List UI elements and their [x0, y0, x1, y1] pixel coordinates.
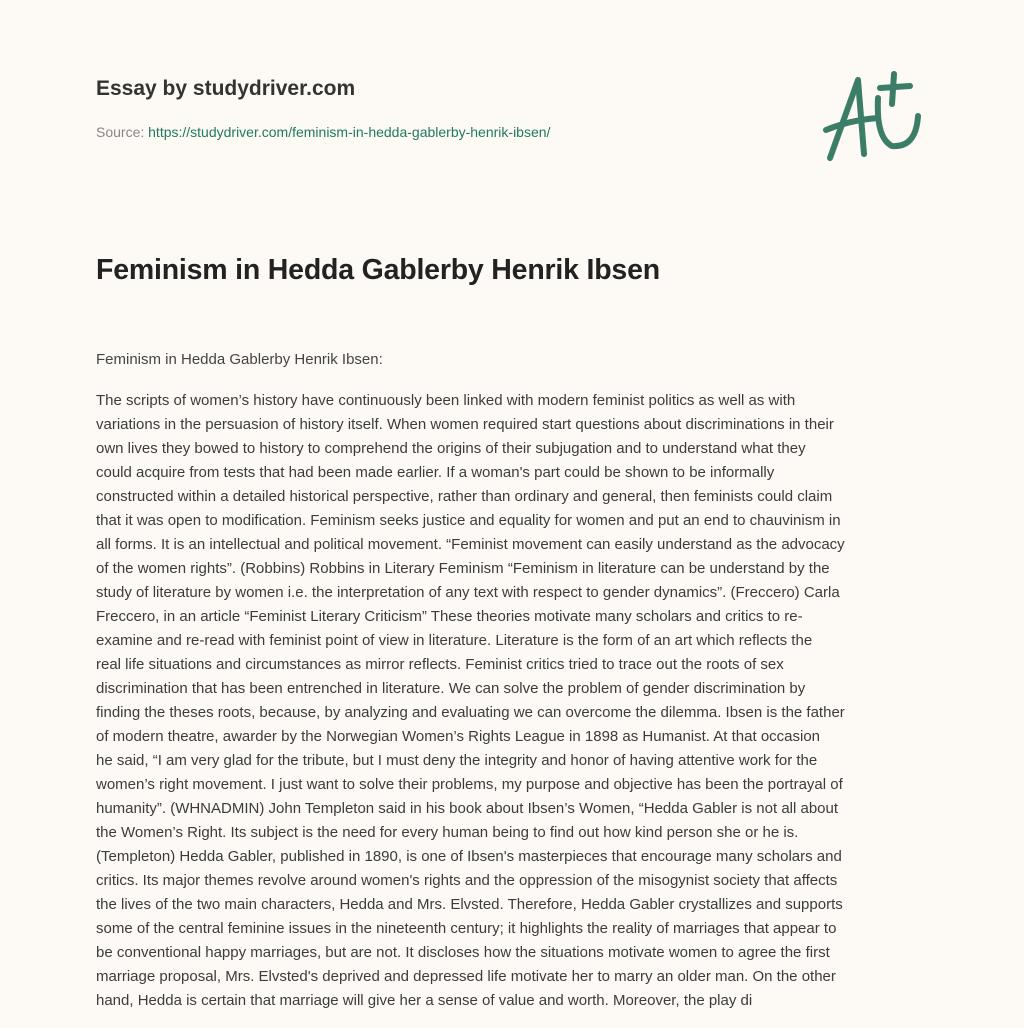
- essay-line: The scripts of women’s history have continuously been linked with modern feminist politics as well as with: [96, 392, 796, 409]
- essay-line: hand, Hedda is certain that marriage will give her a sense of value and worth. Moreover, the play di: [96, 992, 753, 1009]
- essay-body: [96, 389, 956, 1013]
- essay-line: (Templeton) Hedda Gabler, published in 1890, is one of Ibsen's masterpieces that encourage many scholars and: [96, 848, 842, 865]
- essay-line: be conventional happy marriages, but are not. It discloses how the situations motivate women to agree the first: [96, 944, 830, 961]
- essay-line: variations in the persuasion of history itself. When women required start questions about discriminations in their: [96, 416, 834, 433]
- essay-line: constructed within a detailed historical perspective, rather than ordinary and general, then feminists could claim: [96, 488, 833, 505]
- essay-line: real life situations and circumstances as mirror reflects. Feminist critics tried to trace out the roots of sex: [96, 656, 784, 673]
- essay-line: of the women rights”. (Robbins) Robbins in Literary Feminism “Feminism in literature can be understand by the: [96, 560, 830, 577]
- essay-line: of modern theatre, awarder by the Norwegian Women’s Rights League in 1898 as Humanist. At that occasion: [96, 728, 821, 745]
- essay-line: discrimination that has been entrenched in literature. We can solve the problem of gender discrimination by: [96, 680, 806, 697]
- essay-line: that it was open to modification. Feminism seeks justice and equality for women and put an end to chauvinism in: [96, 512, 841, 529]
- page-title: Feminism in Hedda Gablerby Henrik Ibsen: [96, 254, 660, 286]
- source-link[interactable]: https://studydriver.com/feminism-in-hedda-gablerby-henrik-ibsen/: [148, 124, 551, 140]
- essay-line: study of literature by women i.e. the interpretation of any text with respect to gender dynamics”. (Freccero) Carla: [96, 584, 840, 601]
- essay-line: women’s right movement. I just want to solve their problems, my purpose and objective has been the portrayal of: [96, 776, 843, 793]
- site-brand: Essay by studydriver.com: [96, 77, 356, 100]
- essay-line: humanity”. (WHNADMIN) John Templeton said in his book about Ibsen’s Women, “Hedda Gabler is not all about: [96, 800, 839, 817]
- essay-line: the lives of the two main characters, Hedda and Mrs. Elvsted. Therefore, Hedda Gabler crystallizes and supports: [96, 896, 843, 913]
- essay-line: Freccero, in an article “Feminist Literary Criticism” These theories motivate many scholars and critics to re-: [96, 608, 803, 625]
- essay-line: critics. Its major themes revolve around women's rights and the oppression of the misogynist society that affects: [96, 872, 838, 889]
- essay-line: all forms. It is an intellectual and political movement. “Feminist movement can easily understand as the advocacy: [96, 536, 845, 553]
- essay-line: finding the theses roots, because, by analyzing and evaluating we can overcome the dilemma. Ibsen is the father: [96, 704, 845, 721]
- source-label: Source:: [96, 124, 145, 140]
- essay-line: own lives they bowed to history to comprehend the origins of their subjugation and to understand what they: [96, 440, 806, 457]
- essay-line: examine and re-read with feminist point of view in literature. Literature is the form of an art which reflects the: [96, 632, 813, 649]
- essay-line: could acquire from tests that had been made earlier. If a woman's part could be shown to be informally: [96, 464, 775, 481]
- essay-line: the Women’s Right. Its subject is the need for every human being to find out how kind person she or he is.: [96, 824, 799, 841]
- a-plus-logo-icon: [820, 68, 930, 168]
- essay-line: marriage proposal, Mrs. Elvsted's deprived and depressed life motivate her to marry an older man. On the other: [96, 968, 836, 985]
- source-line: [96, 124, 550, 140]
- essay-line: he said, “I am very glad for the tribute, but I must deny the integrity and honor of having attentive work for the: [96, 752, 818, 769]
- essay-subtitle: Feminism in Hedda Gablerby Henrik Ibsen:: [96, 351, 383, 368]
- essay-line: some of the central feminine issues in the nineteenth century; it highlights the reality of marriages that appear to: [96, 920, 837, 937]
